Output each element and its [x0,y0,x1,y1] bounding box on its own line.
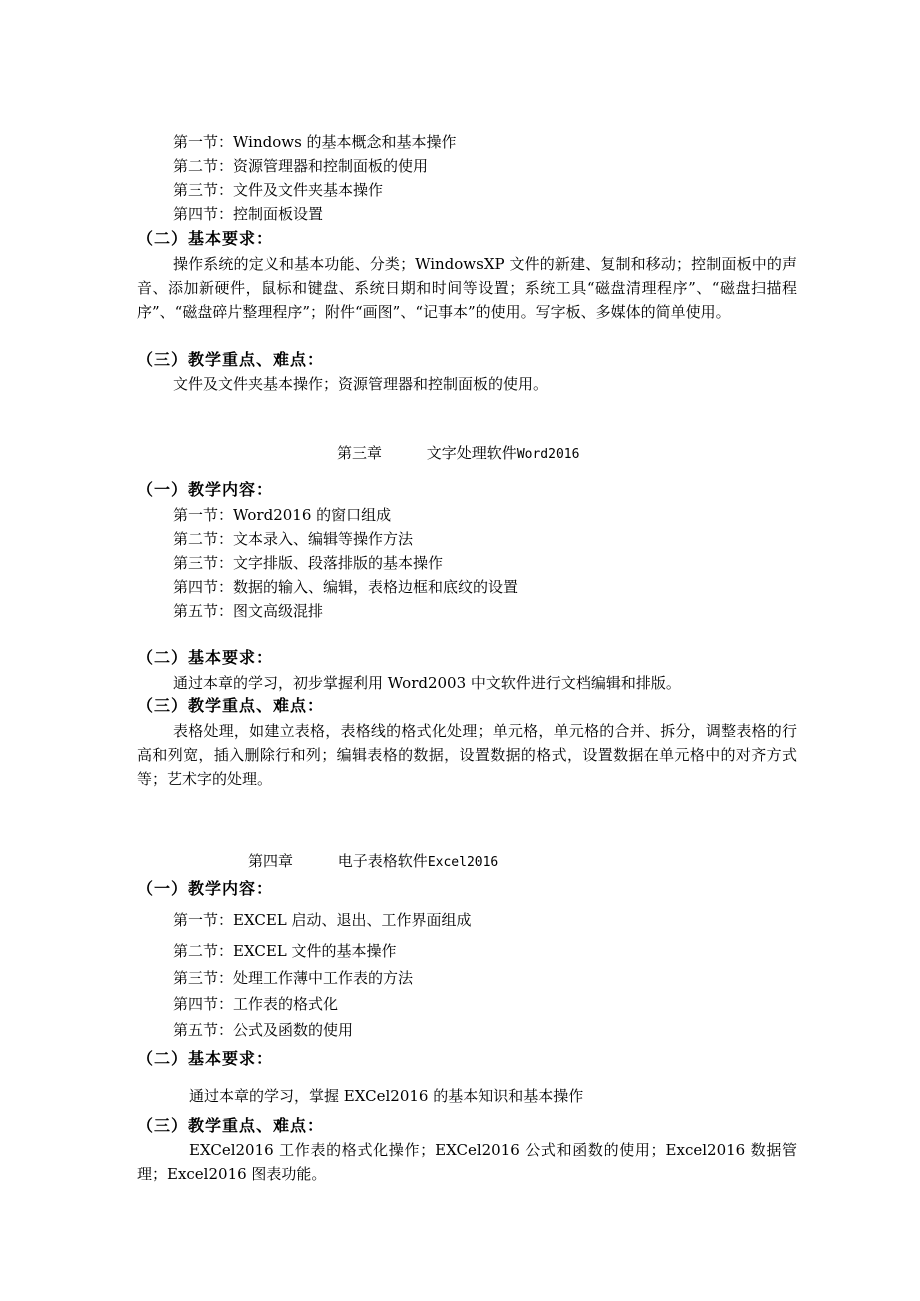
ch3-key-points-heading: （三）教学重点、难点： [137,696,325,715]
ch4-section-3: 第三节：处理工作薄中工作表的方法 [173,969,414,987]
ch4-section-2: 第二节：EXCEL 文件的基本操作 [173,942,397,960]
ch4-key-points-text: EXCel2016 工作表的格式化操作；EXCel2016 公式和函数的使用；Excel2016 数据管理；Excel2016 图表功能。 [137,1141,797,1183]
ch4-chapter-title-en: Excel2016 [427,855,499,870]
ch2-key-points-heading: （三）教学重点、难点： [137,350,325,369]
ch4-requirements-text: 通过本章的学习，掌握 EXCel2016 的基本知识和基本操作 [189,1087,584,1105]
ch3-key-points-text: 表格处理，如建立表格，表格线的格式化处理；单元格，单元格的合并、拆分，调整表格的行高和列宽，插入删除行和列；编辑表格的数据，设置数据的格式，设置数据在单元格中的对齐方式等；艺术字的处理。 [137,722,797,788]
ch3-chapter-title-en: Word2016 [516,447,580,462]
ch3-requirements-heading: （二）基本要求： [137,648,274,667]
ch4-requirements-heading: （二）基本要求： [137,1049,274,1068]
ch3-section-1: 第一节：Word2016 的窗口组成 [173,506,392,524]
ch4-content-heading: （一）教学内容： [137,879,274,898]
ch4-key-points-heading: （三）教学重点、难点： [137,1116,325,1135]
ch3-chapter-title: 文字处理软件 [426,444,517,462]
ch3-section-4: 第四节：数据的输入、编辑，表格边框和底纹的设置 [173,578,519,596]
ch4-section-1: 第一节：EXCEL 启动、退出、工作界面组成 [173,911,472,929]
ch4-chapter-number: 第四章 [248,852,294,870]
ch3-content-heading: （一）教学内容： [137,480,274,499]
ch2-section-2: 第二节：资源管理器和控制面板的使用 [173,157,429,175]
ch4-section-5: 第五节：公式及函数的使用 [173,1021,354,1039]
ch3-requirements-text: 通过本章的学习，初步掌握利用 Word2003 中文软件进行文档编辑和排版。 [173,674,681,692]
ch2-key-points-text: 文件及文件夹基本操作；资源管理器和控制面板的使用。 [173,375,549,393]
ch2-requirements-text: 操作系统的定义和基本功能、分类；WindowsXP 文件的新建、复制和移动；控制面板中的声音、添加新硬件，鼠标和键盘、系统日期和时间等设置；系统工具“磁盘清理程序”、“磁盘扫描程序”、“磁盘碎片整理程序”；附件“画图”、“记事本”的使用。写字板、多媒体的简单使用。 [137,255,797,321]
ch3-section-5: 第五节：图文高级混排 [173,602,324,620]
ch3-section-3: 第三节：文字排版、段落排版的基本操作 [173,554,444,572]
ch2-requirements-heading: （二）基本要求： [137,229,274,248]
ch3-section-2: 第二节：文本录入、编辑等操作方法 [173,530,414,548]
ch2-section-4: 第四节：控制面板设置 [173,205,324,223]
ch3-chapter-heading [337,443,579,465]
ch4-chapter-heading [248,851,498,873]
ch4-section-4: 第四节：工作表的格式化 [173,995,339,1013]
ch3-chapter-number: 第三章 [337,444,383,462]
ch2-section-1: 第一节：Windows 的基本概念和基本操作 [173,133,457,151]
ch4-chapter-title: 电子表格软件 [337,852,428,870]
ch2-section-3: 第三节：文件及文件夹基本操作 [173,181,384,199]
